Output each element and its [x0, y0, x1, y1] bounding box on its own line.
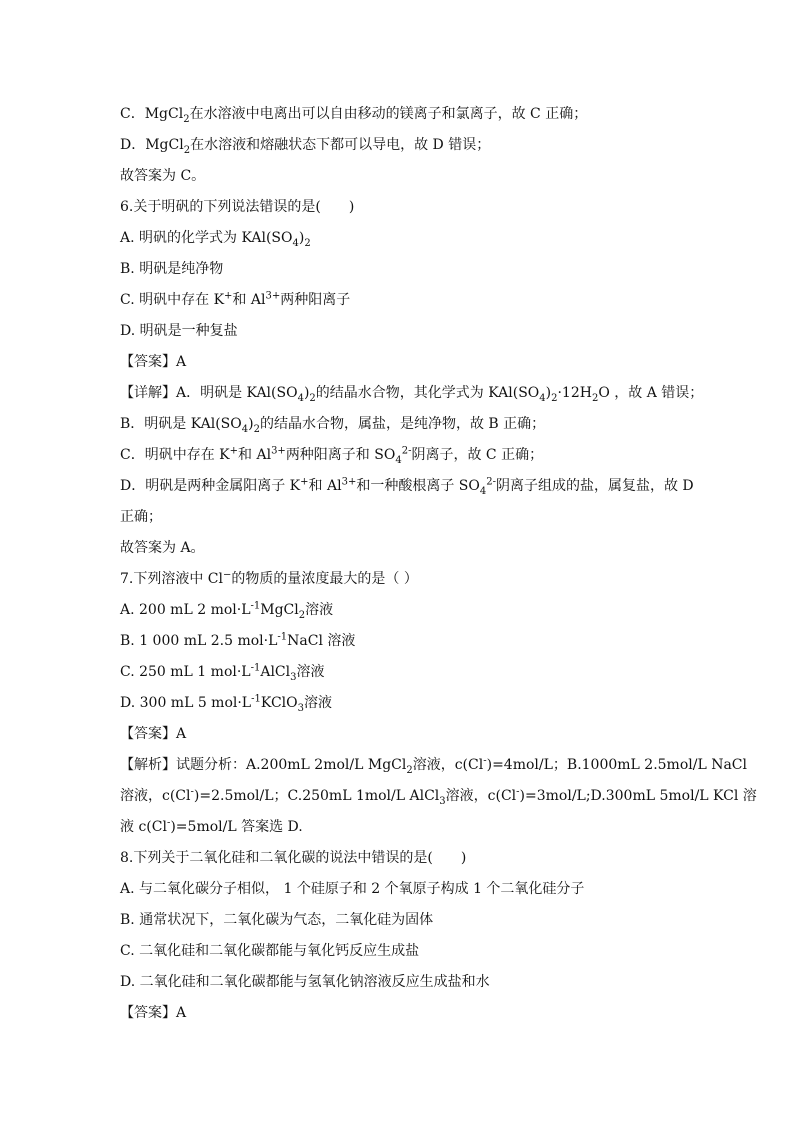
q6-explain-a: 【详解】A．明矾是 $KAl(SO_4)_2$的结晶水合物，其化学式为 $KAl(SO_4)_2\cdot 12H_2O$ ，故 A 错误； — [120, 385, 704, 404]
line-3: 故答案为 C。 — [120, 168, 206, 184]
q6-option-b: B. 明矾是纯净物 — [120, 261, 224, 277]
q6-explain-b: B．明矾是 $KAl(SO_4)_2$的结晶水合物，属盐，是纯净物，故 B 正确； — [120, 416, 546, 435]
q6-explain-c: C．明矾中存在 K+和 $Al^{3+}$两种阳离子和 $SO_4^{2-}$阴离子，故 C 正确； — [120, 445, 544, 466]
q6-conclusion: 故答案为 A。 — [120, 540, 205, 556]
q6-explain-d-cont: 正确； — [120, 509, 162, 525]
q7-option-d: D. 300 mL 5 $mol\cdot L^{-1}KClO_3$溶液 — [120, 693, 332, 714]
q8-option-b: B. 通常状况下，二氧化碳为气态，二氧化硅为固体 — [120, 912, 434, 928]
q7-option-c: C. 250 mL 1 $mol\cdot L^{-1}AlCl_3$溶液 — [120, 662, 325, 683]
q6-option-a: A. 明矾的化学式为 $KAl(SO_4)_2$ — [120, 230, 311, 249]
question-7: 7.下列溶液中 Cl−的物质的量浓度最大的是（ ） — [120, 569, 418, 587]
line-1: C．MgCl$_2$在水溶液中电离出可以自由移动的镁离子和氯离子，故 C 正确； — [120, 106, 588, 125]
question-8: 8.下列关于二氧化硅和二氧化碳的说法中错误的是( ) — [120, 850, 467, 866]
q7-option-a: A. 200 mL 2 $mol\cdot L^{-1}MgCl_2$溶液 — [120, 600, 334, 621]
q7-option-b: B. 1 000 mL 2.5 $mol\cdot L^{-1}NaCl$ 溶液 — [120, 631, 356, 649]
q7-analysis-1: 【解析】试题分析：A.200mL 2mol/L MgCl$_2$溶液，c(Cl-)=4mol/L；B.1000mL 2.5mol/L NaCl — [120, 755, 747, 776]
question-6: 6.关于明矾的下列说法错误的是( ) — [120, 199, 355, 215]
q6-option-c: C. 明矾中存在 K+和 $Al^{3+}$两种阳离子 — [120, 290, 351, 308]
q6-answer: 【答案】A — [120, 354, 187, 370]
line-2: D．MgCl$_2$在水溶液和熔融状态下都可以导电，故 D 错误； — [120, 137, 491, 156]
q8-option-d: D. 二氧化硅和二氧化碳都能与氢氧化钠溶液反应生成盐和水 — [120, 974, 490, 990]
q8-answer: 【答案】A — [120, 1005, 187, 1021]
q6-explain-d: D．明矾是两种金属阳离子 K+和 $Al^{3+}$和一种酸根离子 $SO_4^{2-}$阴离子组成的盐，属复盐，故 D — [120, 476, 694, 497]
q7-answer: 【答案】A — [120, 726, 187, 742]
q8-option-a: A. 与二氧化碳分子相似， 1 个硅原子和 2 个氧原子构成 1 个二氧化硅分子 — [120, 881, 585, 897]
q7-analysis-2: 溶液，c(Cl-)=2.5mol/L；C.250mL 1mol/L AlCl$_3$溶液，c(Cl-)=3mol/L;D.300mL 5mol/L KCl 溶 — [120, 786, 757, 807]
q6-option-d: D. 明矾是一种复盐 — [120, 323, 238, 339]
q8-option-c: C. 二氧化硅和二氧化碳都能与氧化钙反应生成盐 — [120, 943, 420, 959]
q7-analysis-3: 液 c(Cl-)=5mol/L 答案选 D. — [120, 817, 303, 835]
